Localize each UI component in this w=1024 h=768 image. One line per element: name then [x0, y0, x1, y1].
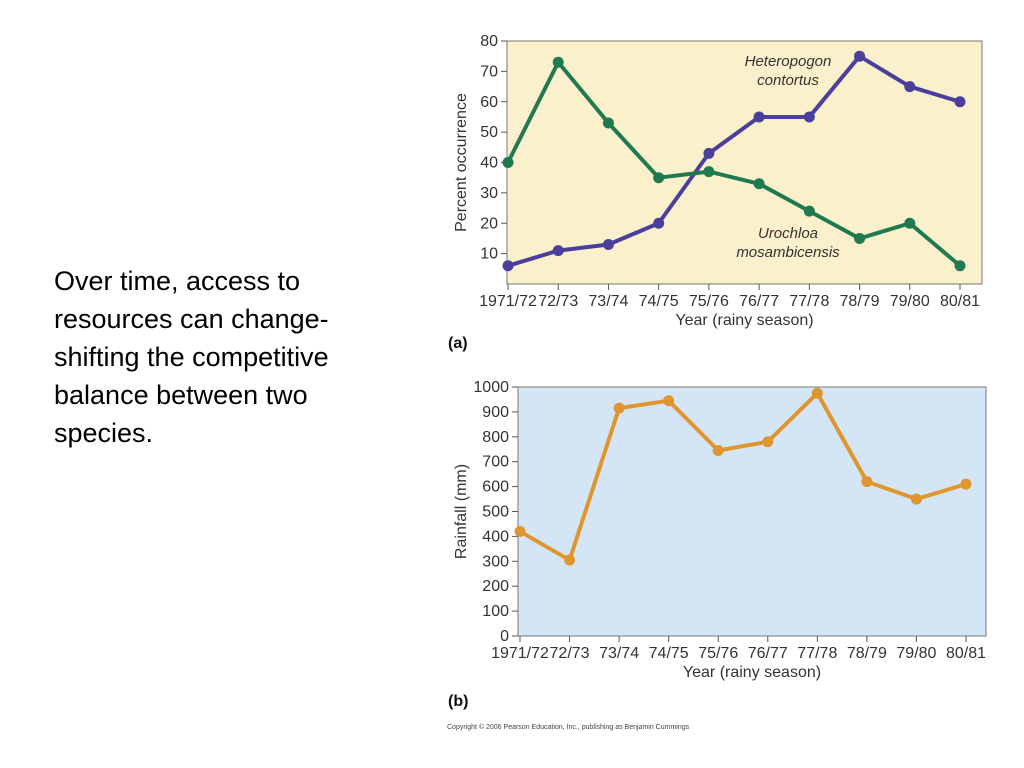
chart-b-y-tick-label: 800: [482, 428, 509, 446]
chart-a-x-tick-label: 74/75: [638, 293, 679, 310]
chart-b-x-axis-title: Year (rainy season): [682, 664, 822, 681]
chart-b-data-point: [861, 476, 872, 487]
chart-a-y-axis-title: Percent occurrence: [453, 93, 470, 232]
chart-a-series-label: contortus: [757, 72, 819, 89]
chart-b-x-tick-label: 78/79: [846, 645, 887, 662]
chart-a-x-tick-label: 80/81: [939, 293, 981, 310]
chart-a-y-tick-label: 40: [480, 154, 498, 172]
chart-b-data-point: [812, 388, 823, 399]
chart-a-y-tick-label: 80: [480, 33, 498, 50]
chart-a-series-label: mosambicensis: [736, 244, 840, 261]
slide-caption: Over time, access to resources can change-shifting the competitive balance between two species.: [54, 266, 329, 448]
chart-b-data-point: [564, 555, 575, 566]
chart-b-y-tick-label: 300: [482, 553, 509, 571]
chart-a-y-tick-label: 30: [480, 184, 498, 202]
chart-b-x-tick-label: 74/75: [648, 645, 689, 662]
chart-b-y-tick-label: 400: [482, 528, 509, 546]
chart-b-x-tick-label: 76/77: [747, 645, 788, 662]
chart-b-y-tick-label: 600: [482, 478, 509, 496]
chart-b-x-tick-label: 79/80: [896, 645, 937, 662]
chart-b-data-point: [614, 403, 625, 414]
chart-a-x-tick-label: 78/79: [839, 293, 880, 310]
chart-b-panel-label: (b): [448, 693, 469, 710]
chart-b-x-tick-label: 72/73: [549, 645, 590, 662]
chart-b-y-tick-label: 200: [482, 578, 509, 596]
chart-a-x-tick-label: 73/74: [588, 293, 629, 310]
chart-b-x-tick-label: 1971/72: [491, 645, 549, 662]
chart-b-plot-area: [518, 387, 986, 636]
chart-b-y-tick-label: 500: [482, 503, 509, 521]
chart-a-x-tick-label: 76/77: [739, 293, 780, 310]
chart-a-y-tick-label: 20: [480, 215, 498, 233]
chart-a-x-axis-title: Year (rainy season): [675, 312, 814, 329]
chart-b-y-tick-label: 0: [500, 628, 509, 645]
chart-b-data-point: [713, 445, 724, 456]
chart-b-x-tick-label: 73/74: [599, 645, 640, 662]
chart-a-y-tick-label: 70: [480, 63, 498, 81]
chart-a-x-tick-label: 75/76: [688, 293, 729, 310]
chart-b-x-tick-label: 77/78: [797, 645, 838, 662]
chart-b-data-point: [762, 436, 773, 447]
chart-b-y-tick-label: 100: [482, 603, 509, 621]
chart-b-data-point: [911, 494, 922, 505]
chart-a-panel-label: (a): [448, 335, 468, 352]
copyright-notice: Copyright © 2006 Pearson Education, Inc., publishing as Benjamin Cummings: [447, 724, 690, 731]
chart-a-y-tick-label: 10: [480, 245, 498, 263]
chart-b-y-axis-title: Rainfall (mm): [453, 463, 470, 560]
chart-a-x-tick-label: 72/73: [538, 293, 579, 310]
chart-b-y-tick-label: 1000: [473, 379, 509, 396]
chart-b-x-tick-label: 80/81: [945, 645, 987, 662]
chart-b-data-point: [961, 479, 972, 490]
chart-a-x-tick-label: 1971/72: [479, 293, 537, 310]
chart-a-series-label: Heteropogon: [744, 53, 832, 70]
chart-a-y-tick-label: 60: [480, 93, 498, 111]
chart-b-y-tick-label: 900: [482, 403, 509, 421]
chart-b-data-point: [515, 526, 526, 537]
chart-a-x-tick-label: 77/78: [789, 293, 830, 310]
chart-b-data-point: [663, 395, 674, 406]
chart-a-x-tick-label: 79/80: [889, 293, 930, 310]
chart-b-x-tick-label: 75/76: [698, 645, 739, 662]
chart-a-y-tick-label: 50: [480, 124, 498, 142]
chart-b-y-tick-label: 700: [482, 453, 509, 471]
chart-a-series-label: Urochloa: [757, 225, 819, 242]
